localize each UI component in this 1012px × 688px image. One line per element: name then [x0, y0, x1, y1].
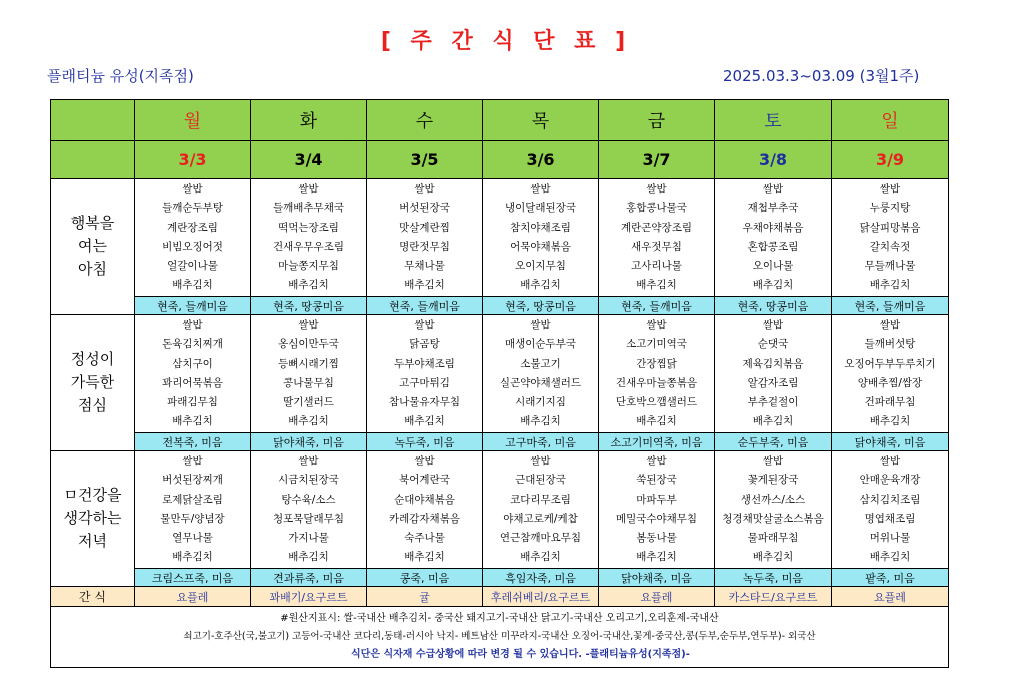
dish-item: 알감자조림 [747, 376, 799, 389]
dish-item: 고구마튀김 [399, 376, 450, 389]
dish-item: 배추김치 [869, 415, 911, 428]
dish-item: 단호박으깸샐러드 [615, 396, 698, 409]
porridge-cell: 팥죽, 미음 [832, 569, 949, 587]
dish-item: 쌀밥 [298, 319, 319, 331]
dish-item: 비빔오징어젓 [162, 240, 223, 253]
porridge-cell: 현죽, 들깨미음 [367, 297, 483, 315]
dish-item: 배추김치 [404, 551, 445, 564]
meal-cell [135, 315, 251, 433]
day-date: 3/8 [715, 141, 832, 179]
dish-item: 들깨순두부탕 [162, 202, 223, 215]
store-name: 플래티늄 유성(지족점) [47, 67, 194, 85]
dish-item: 등뼈시래기찜 [278, 357, 339, 370]
dish-item: 오이나물 [752, 260, 794, 273]
dish-item: 쌀밥 [530, 319, 551, 331]
dish-item: 건파래무침 [864, 396, 916, 409]
dish-item: 배추김치 [520, 415, 561, 428]
dish-item: 근대된장국 [515, 474, 566, 487]
dish-item: 쌀밥 [646, 455, 667, 467]
dish-item: 쌀밥 [182, 319, 203, 331]
meal-cell [483, 315, 599, 433]
dish-item: 시금치된장국 [278, 474, 339, 487]
dish-item: 명엽채조림 [864, 512, 916, 525]
meal-label-line: 아침 [78, 260, 107, 278]
dish-item: 배추김치 [288, 415, 329, 428]
porridge-cell: 녹두죽, 미음 [367, 433, 483, 451]
dish-item: 딸기샐러드 [283, 396, 334, 409]
meal-cell [251, 451, 367, 569]
meal-cell [135, 451, 251, 569]
dish-item: 쑥된장국 [636, 474, 677, 487]
corner-cell [51, 141, 135, 179]
dish-item: 돈육김치찌개 [162, 338, 223, 351]
dish-item: 계란곤약장조림 [620, 221, 692, 234]
dish-item: 연근참깨마요무침 [499, 532, 582, 545]
dish-item: 맛살계란찜 [399, 221, 450, 234]
dish-item: 냉이달래된장국 [504, 202, 576, 215]
dish-item: 배추김치 [520, 279, 561, 292]
origin-line: #원산지표시: 쌀-국내산 배추김치- 중국산 돼지고기-국내산 닭고기-국내산 오리고기,오리훈제-국내산 [280, 613, 719, 624]
dish-item: 부추겉절이 [747, 396, 799, 409]
dish-item: 우채야채볶음 [742, 221, 804, 234]
dish-item: 쌀밥 [414, 455, 435, 467]
week-period: 2025.03.3~03.09 (3월1주) [723, 67, 920, 85]
dish-item: 마파두부 [636, 493, 677, 506]
dish-item: 배추김치 [636, 279, 677, 292]
dish-item: 무들깨나물 [864, 260, 916, 273]
day-name: 화 [251, 100, 367, 141]
dish-item: 매생이순두부국 [504, 338, 576, 351]
porridge-cell: 전복죽, 미음 [135, 433, 251, 451]
meal-cell [715, 315, 832, 433]
dish-item: 고사리나물 [631, 260, 682, 273]
meal-cell [483, 451, 599, 569]
meal-label-line: 가득한 [70, 373, 115, 391]
snack-item: 요플레 [135, 587, 251, 607]
dish-item: 쌀밥 [646, 319, 667, 331]
meal-label-line: 저녁 [78, 532, 107, 550]
porridge-cell: 견과류죽, 미음 [251, 569, 367, 587]
dish-item: 쌀밥 [414, 183, 435, 195]
dish-item: 갈치속젓 [869, 240, 911, 253]
dish-item: 배추김치 [172, 415, 213, 428]
dish-item: 배추김치 [869, 551, 911, 564]
dish-item: 참나물유자무침 [388, 396, 460, 409]
meal-cell [832, 315, 949, 433]
dish-item: 배추김치 [172, 551, 213, 564]
meal-cell [832, 451, 949, 569]
footer-notes [51, 607, 949, 668]
corner-cell [51, 100, 135, 141]
dish-item: 코다리무조림 [510, 493, 571, 506]
meal-label [51, 315, 135, 451]
porridge-cell: 녹두죽, 미음 [715, 569, 832, 587]
dish-item: 쌀밥 [879, 183, 901, 195]
snack-item: 귤 [367, 587, 483, 607]
dish-item: 쌀밥 [762, 183, 784, 195]
dish-item: 봄동나물 [636, 532, 677, 545]
dish-item: 재첩부추국 [747, 202, 799, 215]
day-date: 3/9 [832, 141, 949, 179]
dish-item: 버섯된장국 [399, 202, 450, 215]
porridge-cell: 닭야채죽, 미음 [251, 433, 367, 451]
dish-item: 배추김치 [636, 551, 677, 564]
dish-item: 얼갈이나물 [167, 260, 218, 273]
dish-item: 어묵야채볶음 [510, 240, 571, 253]
dish-item: 들깨버섯탕 [864, 338, 916, 351]
porridge-cell: 고구마죽, 미음 [483, 433, 599, 451]
dish-item: 건새우마늘쫑볶음 [615, 376, 698, 389]
dish-item: 메밀국수야채무침 [615, 512, 698, 525]
meal-label-line: 행복을 [70, 214, 115, 232]
dish-item: 안매운육개장 [859, 474, 921, 487]
dish-item: 물만두/양념장 [160, 512, 225, 525]
dish-item: 꽈리어묵볶음 [162, 376, 223, 389]
meal-cell [715, 179, 832, 297]
dish-item: 누룽지탕 [869, 202, 911, 215]
dish-item: 홍합콩나물국 [626, 202, 687, 215]
porridge-cell: 닭야채죽, 미음 [832, 433, 949, 451]
snack-item: 요플레 [832, 587, 949, 607]
dish-item: 배추김치 [752, 415, 794, 428]
origin-line: 쇠고기-호주산(국,불고기) 고등어-국내산 코다리,동태-러시아 낙지- 베트남산 미꾸라지-국내산 오징어-국내산,꽃게-중국산,콩(두부,순두부,연두부)- 외국산 [183, 631, 816, 642]
dish-item: 열무나물 [172, 532, 213, 545]
dish-item: 시래기지짐 [515, 396, 566, 409]
dish-item: 혼합콩조림 [747, 240, 799, 253]
dish-item: 오징어두부두루치기 [844, 357, 936, 370]
dish-item: 쌀밥 [879, 319, 901, 331]
meal-cell [599, 179, 715, 297]
dish-item: 삼치구이 [172, 357, 213, 370]
meal-cell [599, 315, 715, 433]
dish-item: 배추김치 [288, 551, 329, 564]
dish-item: 꽃게된장국 [747, 474, 799, 487]
day-date: 3/3 [135, 141, 251, 179]
dish-item: 건새우무우조림 [272, 240, 344, 253]
day-name: 수 [367, 100, 483, 141]
dish-item: 배추김치 [752, 279, 794, 292]
day-name: 일 [832, 100, 949, 141]
meal-cell [367, 451, 483, 569]
change-notice: 식단은 식자재 수급상황에 따라 변경 될 수 있습니다. -플래티늄유성(지족점)- [351, 649, 690, 660]
dish-item: 제육김치볶음 [742, 357, 804, 370]
page-title: [ 주 간 식 단 표 ] [380, 29, 632, 54]
day-name: 목 [483, 100, 599, 141]
meal-cell [251, 179, 367, 297]
dish-item: 쌀밥 [182, 183, 203, 195]
dish-item: 쌀밥 [298, 455, 319, 467]
dish-item: 실곤약야채샐러드 [499, 376, 582, 389]
dish-item: 쌀밥 [646, 183, 667, 195]
dish-item: 쌀밥 [762, 319, 784, 331]
dish-item: 순댓국 [757, 338, 789, 351]
meal-label [51, 451, 135, 587]
meal-label-line: 정성이 [70, 350, 115, 368]
dish-item: 무채나물 [404, 260, 445, 273]
dish-item: 야채고로케/케찹 [503, 512, 578, 525]
dish-item: 배추김치 [404, 415, 445, 428]
dish-item: 참치야채조림 [510, 221, 571, 234]
dish-item: 쌀밥 [414, 319, 435, 331]
porridge-cell: 현죽, 땅콩미음 [483, 297, 599, 315]
dish-item: 순대야채볶음 [394, 493, 455, 506]
dish-item: 배추김치 [869, 279, 911, 292]
dish-item: 배추김치 [636, 415, 677, 428]
dish-item: 쌀밥 [530, 183, 551, 195]
porridge-cell: 현죽, 들깨미음 [135, 297, 251, 315]
porridge-cell: 현죽, 땅콩미음 [715, 297, 832, 315]
dish-item: 쌀밥 [298, 183, 319, 195]
dish-item: 닭살피망볶음 [859, 221, 921, 234]
dish-item: 머위나물 [869, 532, 911, 545]
dish-item: 마늘쫑지무침 [278, 260, 339, 273]
dish-item: 두부야채조림 [394, 357, 455, 370]
dish-item: 북어계란국 [399, 474, 450, 487]
snack-item: 후레쉬베리/요구르트 [483, 587, 599, 607]
meal-cell [599, 451, 715, 569]
porridge-cell: 순두부죽, 미음 [715, 433, 832, 451]
meal-label-line: 여는 [78, 237, 107, 255]
day-name: 토 [715, 100, 832, 141]
snack-item: 요플레 [599, 587, 715, 607]
dish-item: 탕수육/소스 [281, 493, 336, 506]
day-date: 3/5 [367, 141, 483, 179]
dish-item: 쌀밥 [879, 455, 901, 467]
weekly-menu-table [50, 99, 949, 668]
dish-item: 간장찜닭 [636, 357, 677, 370]
meal-label-line: 생각하는 [63, 509, 122, 527]
dish-item: 청경채맛살굴소스볶음 [722, 512, 824, 525]
meal-cell [367, 315, 483, 433]
dish-item: 버섯된장찌개 [162, 474, 223, 487]
dish-item: 배추김치 [520, 551, 561, 564]
porridge-cell: 현죽, 땅콩미음 [251, 297, 367, 315]
dish-item: 소불고기 [520, 357, 561, 370]
dish-item: 파래김무침 [167, 396, 218, 409]
dish-item: 생선까스/소스 [740, 493, 806, 506]
dish-item: 쌀밥 [182, 455, 203, 467]
meal-cell [367, 179, 483, 297]
dish-item: 청포묵달래무침 [272, 512, 344, 525]
dish-item: 떡먹는장조림 [278, 221, 339, 234]
dish-item: 배추김치 [288, 279, 329, 292]
dish-item: 양배추찜/쌈장 [857, 376, 923, 389]
meal-cell [715, 451, 832, 569]
dish-item: 배추김치 [172, 279, 213, 292]
dish-item: 들깨배추무채국 [272, 202, 344, 215]
meal-cell [832, 179, 949, 297]
dish-item: 옹심이만두국 [278, 338, 339, 351]
dish-item: 콩나물무침 [283, 376, 334, 389]
porridge-cell: 닭야채죽, 미음 [599, 569, 715, 587]
day-date: 3/6 [483, 141, 599, 179]
meal-label [51, 179, 135, 315]
dish-item: 카레감자채볶음 [388, 512, 460, 525]
dish-item: 삼치김치조림 [859, 493, 921, 506]
porridge-cell: 흑임자죽, 미음 [483, 569, 599, 587]
dish-item: 오이지무침 [515, 260, 566, 273]
dish-item: 배추김치 [404, 279, 445, 292]
day-name: 금 [599, 100, 715, 141]
day-date: 3/4 [251, 141, 367, 179]
dish-item: 쌀밥 [762, 455, 784, 467]
dish-item: 소고기미역국 [626, 338, 687, 351]
dish-item: 명란젓무침 [399, 240, 450, 253]
dish-item: 숙주나물 [404, 532, 445, 545]
porridge-cell: 소고기미역죽, 미음 [599, 433, 715, 451]
porridge-cell: 현죽, 들깨미음 [599, 297, 715, 315]
day-date: 3/7 [599, 141, 715, 179]
meal-cell [483, 179, 599, 297]
dish-item: 물파래무침 [747, 532, 799, 545]
day-name: 월 [135, 100, 251, 141]
snack-item: 꽈배기/요구르트 [251, 587, 367, 607]
snack-label: 간 식 [51, 587, 135, 607]
meal-cell [251, 315, 367, 433]
meal-label-line: ㅁ건강을 [63, 486, 122, 504]
meal-label-line: 점심 [78, 396, 107, 414]
dish-item: 배추김치 [752, 551, 794, 564]
dish-item: 계란장조림 [167, 221, 218, 234]
porridge-cell: 콩죽, 미음 [367, 569, 483, 587]
snack-item: 카스타드/요구르트 [715, 587, 832, 607]
dish-item: 새우젓무침 [631, 240, 682, 253]
dish-item: 닭곰탕 [409, 338, 440, 351]
porridge-cell: 크림스프죽, 미음 [135, 569, 251, 587]
porridge-cell: 현죽, 들깨미음 [832, 297, 949, 315]
dish-item: 로제닭살조림 [162, 493, 223, 506]
dish-item: 쌀밥 [530, 455, 551, 467]
meal-cell [135, 179, 251, 297]
dish-item: 가지나물 [288, 532, 329, 545]
